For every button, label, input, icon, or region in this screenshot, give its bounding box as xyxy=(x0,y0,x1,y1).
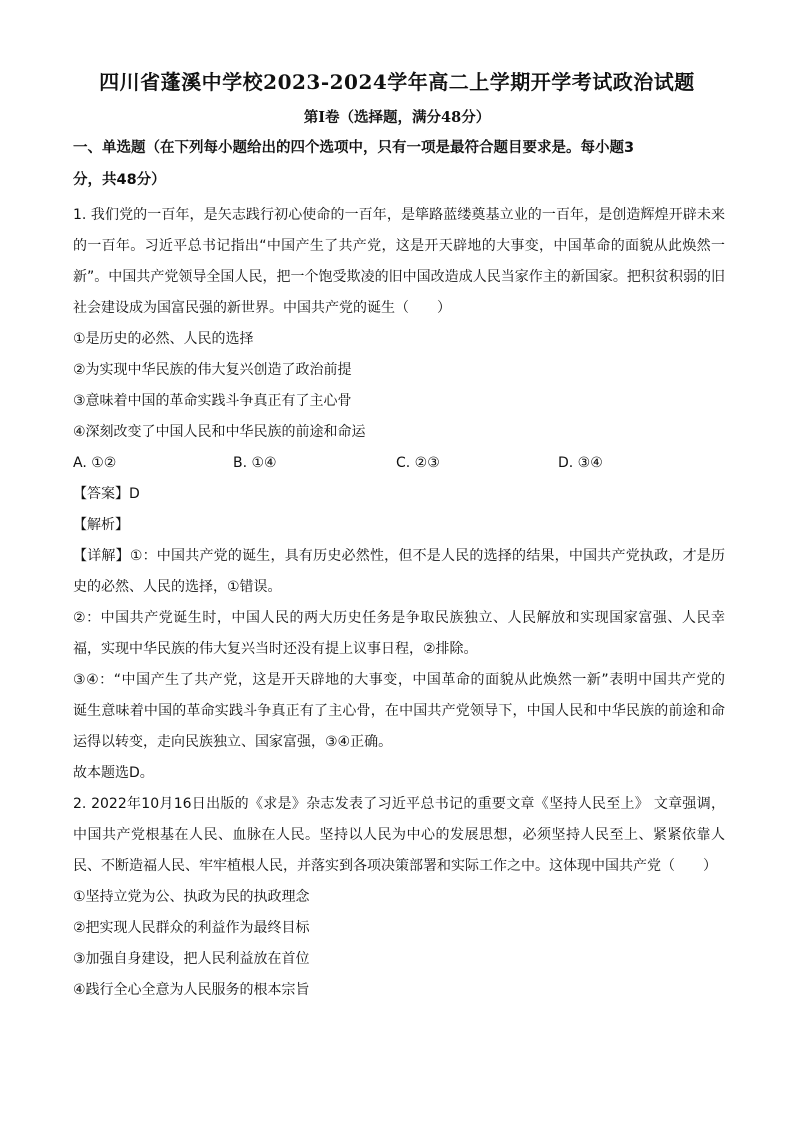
q2-item: ③加强自身建设，把人民利益放在首位 xyxy=(73,951,310,967)
q1-detail-line: 故本题选D。 xyxy=(73,765,154,781)
q1-stem-line: 新”。中国共产党领导全国人民，把一个饱受欺凌的旧中国改造成人民当家作主的新国家。把积贫积弱的旧 xyxy=(73,269,725,285)
q1-detail-line: 史的必然、人民的选择，①错误。 xyxy=(73,579,282,595)
section-heading-line-2: 分，共48分） xyxy=(73,172,166,188)
q1-item: ③意味着中国的革命实践斗争真正有了主心骨 xyxy=(73,393,352,409)
q1-detail-line: 【详解】①：中国共产党的诞生，具有历史必然性，但不是人民的选择的结果，中国共产党执政，才是历 xyxy=(73,548,725,564)
q1-option-c: C. ②③ xyxy=(396,455,440,471)
page-title: 四川省蓬溪中学校2023-2024学年高二上学期开学考试政治试题 xyxy=(99,70,695,94)
q2-item: ①坚持立党为公、执政为民的执政理念 xyxy=(73,889,310,905)
q1-item: ④深刻改变了中国人民和中华民族的前途和命运 xyxy=(73,424,366,440)
q1-detail-line: 诞生意味着中国的革命实践斗争真正有了主心骨，在中国共产党领导下，中国人民和中华民族的前途和命 xyxy=(73,703,725,719)
section-subtitle: 第I卷（选择题，满分48分） xyxy=(303,109,491,126)
q1-option-b: B. ①④ xyxy=(233,455,277,471)
q2-stem-line: 中国共产党根基在人民、血脉在人民。坚持以人民为中心的发展思想，必须坚持人民至上、紧紧依靠人 xyxy=(73,827,725,843)
section-heading-line-1: 一、单选题（在下列每小题给出的四个选项中，只有一项是最符合题目要求是。每小题3 xyxy=(73,140,635,156)
q1-answer: 【答案】D xyxy=(73,486,140,502)
q1-stem-line: 社会建设成为国富民强的新世界。中国共产党的诞生（ ） xyxy=(73,300,451,316)
q1-option-a: A. ①② xyxy=(73,455,117,471)
q1-analysis-label: 【解析】 xyxy=(73,517,129,533)
q1-stem-line: 的一百年。习近平总书记指出“中国产生了共产党，这是开天辟地的大事变，中国革命的面貌从此焕然一 xyxy=(73,238,725,254)
q1-option-d: D. ③④ xyxy=(558,455,603,471)
q1-item: ②为实现中华民族的伟大复兴创造了政治前提 xyxy=(73,362,352,378)
q1-detail-line: 运得以转变，走向民族独立、国家富强，③④正确。 xyxy=(73,734,393,750)
q2-stem-line: 2. 2022年10月16日出版的《求是》杂志发表了习近平总书记的重要文章《坚持人民至上》 文章强调， xyxy=(73,796,725,812)
q2-item: ④践行全心全意为人民服务的根本宗旨 xyxy=(73,982,310,998)
q1-detail-line: ③④：“中国产生了共产党，这是开天辟地的大事变，中国革命的面貌从此焕然一新”表明中国共产党的 xyxy=(73,672,725,688)
q1-detail-line: 福，实现中华民族的伟大复兴当时还没有提上议事日程，②排除。 xyxy=(73,641,478,657)
q1-detail-line: ②：中国共产党诞生时，中国人民的两大历史任务是争取民族独立、人民解放和实现国家富强、人民幸 xyxy=(73,610,725,626)
q2-item: ②把实现人民群众的利益作为最终目标 xyxy=(73,920,310,936)
q2-stem-line: 民、不断造福人民、牢牢植根人民，并落实到各项决策部署和实际工作之中。这体现中国共产党（ ） xyxy=(73,858,717,874)
q1-item: ①是历史的必然、人民的选择 xyxy=(73,331,254,347)
q1-stem-line: 1. 我们党的一百年，是矢志践行初心使命的一百年，是筚路蓝缕奠基立业的一百年，是创造辉煌开辟未来 xyxy=(73,207,725,223)
